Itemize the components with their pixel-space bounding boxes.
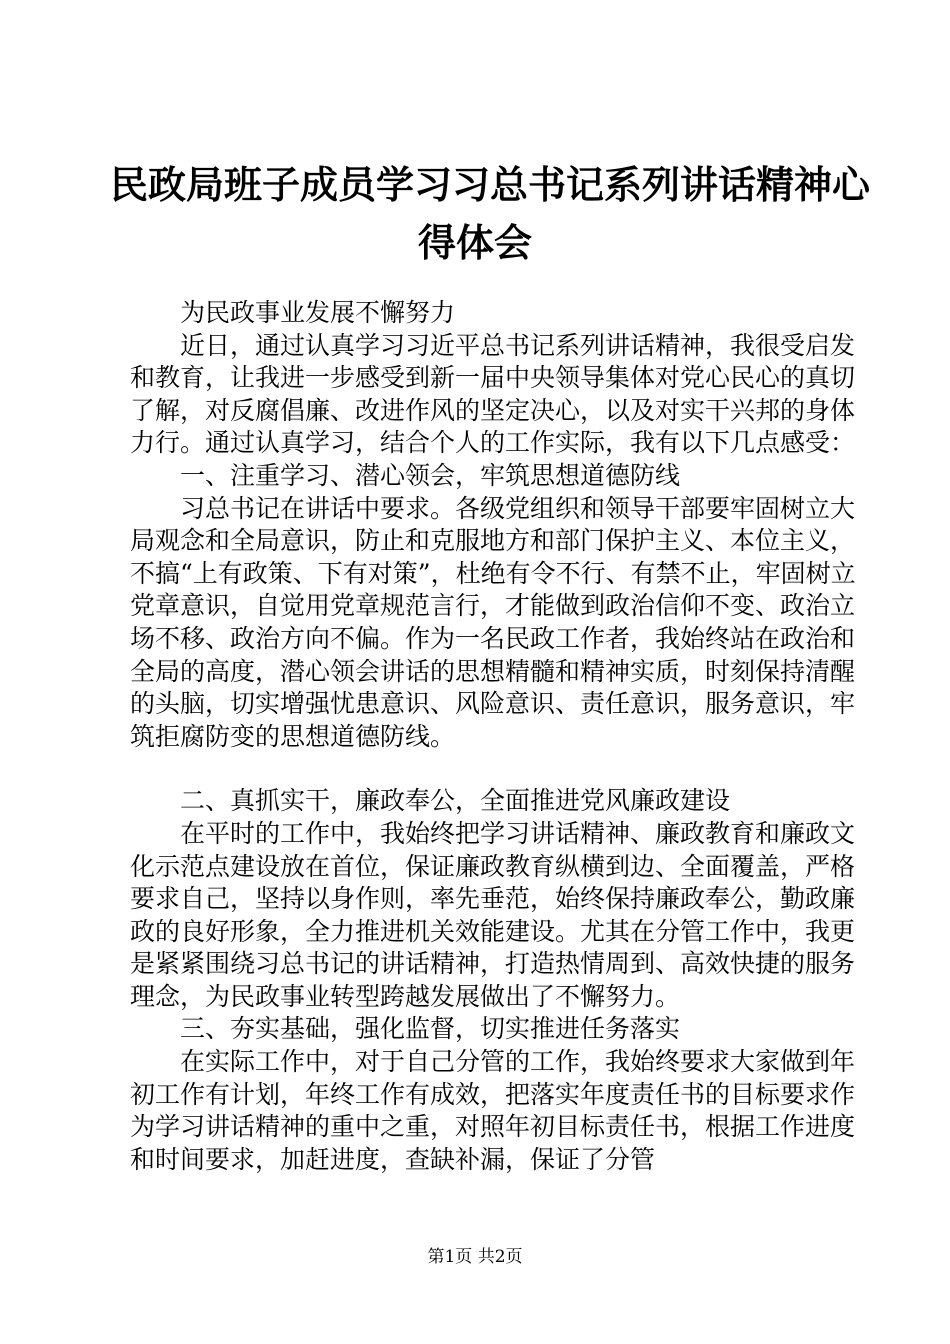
page-footer: 第1页 共2页 bbox=[427, 1247, 523, 1267]
paragraph-section-3: 在实际工作中，对于自己分管的工作，我始终要求大家做到年初工作有计划，年终工作有成效，把落实年度责任书的目标要求作为学习讲话精神的重中之重，对照年初目标责任书，根据工作进度和时间要求，加赶进度，查缺补漏，保证了分管 bbox=[130, 1047, 856, 1174]
section-heading-2: 二、真抓实干，廉政奉公，全面推进党风廉政建设 bbox=[180, 786, 731, 816]
document-title-line-1: 民政局班子成员学习习总书记系列讲话精神心 bbox=[110, 162, 871, 207]
section-heading-1: 一、注重学习、潜心领会，牢筑思想道德防线 bbox=[180, 460, 681, 490]
paragraph-section-1: 习总书记在讲话中要求。各级党组织和领导干部要牢固树立大局观念和全局意识，防止和克服地方和部门保护主义、本位主义，不搞“上有政策、下有对策”，杜绝有令不行、有禁不止，牢固树立党章意识，自觉用党章规范言行，才能做到政治信仰不变、政治立场不移、政治方向不偏。作为一名民政工作者，我始终站在政治和全局的高度，潜心领会讲话的思想精髓和精神实质，时刻保持清醒的头脑，切实增强忧患意识、风险意识、责任意识，服务意识，牢筑拒腐防变的思想道德防线。 bbox=[130, 493, 856, 751]
section-heading-3: 三、夯实基础，强化监督，切实推进任务落实 bbox=[180, 1014, 681, 1044]
paragraph-intro: 近日，通过认真学习习近平总书记系列讲话精神，我很受启发和教育，让我进一步感受到新一届中央领导集体对党心民心的真切了解，对反腐倡廉、改进作风的坚定决心，以及对实干兴邦的身体力行。通过认真学习，结合个人的工作实际，我有以下几点感受： bbox=[130, 330, 856, 458]
paragraph-section-2: 在平时的工作中，我始终把学习讲话精神、廉政教育和廉政文化示范点建设放在首位，保证廉政教育纵横到边、全面覆盖，严格要求自己，坚持以身作则，率先垂范，始终保持廉政奉公，勤政廉政的良好形象，全力推进机关效能建设。尤其在分管工作中，我更是紧紧围绕习总书记的讲话精神，打造热情周到、高效快捷的服务理念，为民政事业转型跨越发展做出了不懈努力。 bbox=[130, 818, 856, 1011]
document-title-line-2: 得体会 bbox=[417, 220, 532, 265]
document-subtitle: 为民政事业发展不懈努力 bbox=[180, 298, 456, 327]
document-body bbox=[130, 297, 860, 1176]
